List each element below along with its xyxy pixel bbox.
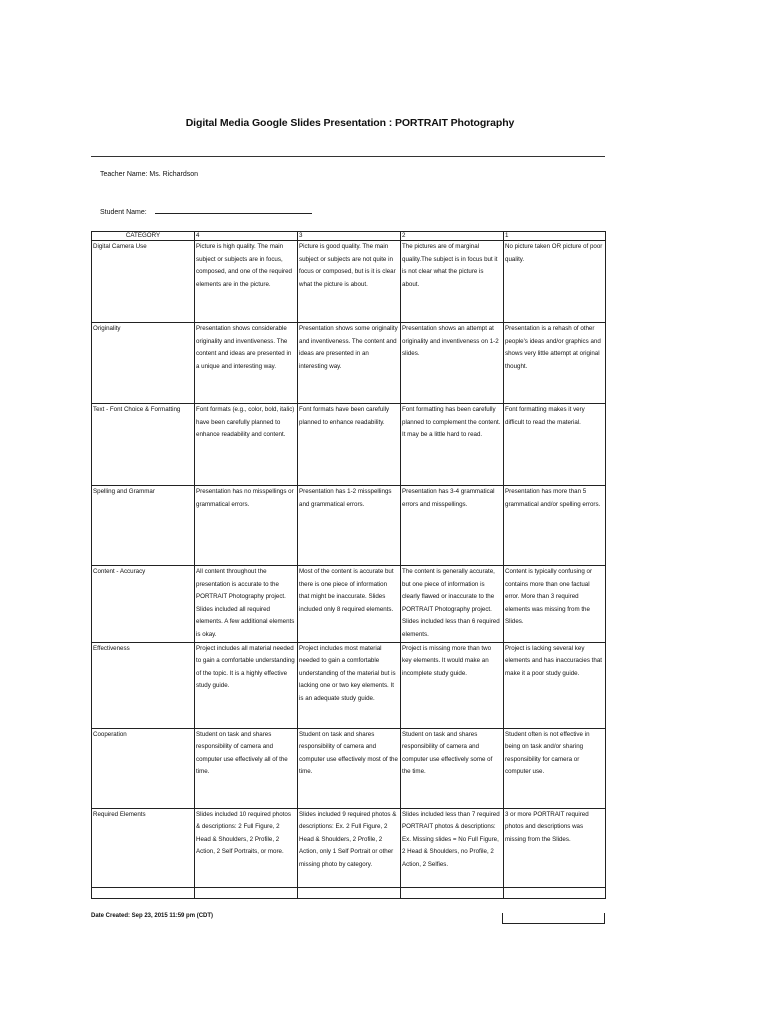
- criteria-cell: Slides included 10 required photos & descriptions: 2 Full Figure, 2 Head & Shoulders, 2 Profile, 2 Action, 2 Self Portraits, or more.: [195, 808, 298, 887]
- empty-trailing-cell: [502, 913, 605, 924]
- rubric-table: [91, 231, 606, 899]
- empty-cell: [504, 887, 606, 898]
- date-created: Date Created: Sep 23, 2015 11:59 pm (CDT): [91, 913, 214, 919]
- table-row: [92, 642, 606, 728]
- category-cell: Text - Font Choice & Formatting: [92, 404, 195, 486]
- criteria-cell: The pictures are of marginal quality.The subject is in focus but it is not clear what the picture is about.: [401, 241, 504, 323]
- category-cell: Originality: [92, 323, 195, 404]
- criteria-cell: Student on task and shares responsibility of camera and computer use effectively some of the time.: [401, 728, 504, 808]
- criteria-cell: All content throughout the presentation is accurate to the PORTRAIT Photography project. Slides included all required elements. A few additional elements is okay.: [195, 566, 298, 643]
- criteria-cell: Presentation shows some originality and inventiveness. The content and ideas are presented in an interesting way.: [298, 323, 401, 404]
- criteria-cell: Picture is good quality. The main subject or subjects are not quite in focus or composed, but is it is clear what the picture is about.: [298, 241, 401, 323]
- table-row: [92, 566, 606, 643]
- criteria-cell: Font formatting has been carefully planned to complement the content. It may be a little hard to read.: [401, 404, 504, 486]
- teacher-name: Teacher Name: Ms. Richardson: [100, 171, 199, 178]
- student-name-blank: [155, 207, 312, 214]
- table-row: [92, 808, 606, 887]
- criteria-cell: Picture is high quality. The main subject or subjects are in focus, composed, and one of the required elements are in the picture.: [195, 241, 298, 323]
- criteria-cell: Font formats have been carefully planned to enhance readability.: [298, 404, 401, 486]
- criteria-cell: Project includes most material needed to gain a comfortable understanding of the material but is lacking one or two key elements. It is an adequate study guide.: [298, 642, 401, 728]
- criteria-cell: 3 or more PORTRAIT required photos and descriptions was missing from the Slides.: [504, 808, 606, 887]
- title-divider: [91, 156, 605, 157]
- table-row: [92, 404, 606, 486]
- criteria-cell: Presentation has 3-4 grammatical errors and misspellings.: [401, 486, 504, 566]
- criteria-cell: Presentation shows considerable originality and inventiveness. The content and ideas are presented in a unique and interesting way.: [195, 323, 298, 404]
- criteria-cell: Project is missing more than two key elements. It would make an incomplete study guide.: [401, 642, 504, 728]
- criteria-cell: Project is lacking several key elements and has inaccuracies that make it a poor study guide.: [504, 642, 606, 728]
- category-cell: Required Elements: [92, 808, 195, 887]
- table-row: [92, 728, 606, 808]
- empty-row: [92, 887, 606, 898]
- category-cell: Digital Camera Use: [92, 241, 195, 323]
- criteria-cell: Font formatting makes it very difficult to read the material.: [504, 404, 606, 486]
- empty-cell: [401, 887, 504, 898]
- criteria-cell: Student on task and shares responsibility of camera and computer use effectively all of the time.: [195, 728, 298, 808]
- category-cell: Cooperation: [92, 728, 195, 808]
- criteria-cell: Student on task and shares responsibility of camera and computer use effectively most of the time.: [298, 728, 401, 808]
- criteria-cell: No picture taken OR picture of poor quality.: [504, 241, 606, 323]
- table-row: [92, 323, 606, 404]
- category-cell: Spelling and Grammar: [92, 486, 195, 566]
- category-cell: Effectiveness: [92, 642, 195, 728]
- rubric-header-row: [92, 232, 606, 241]
- criteria-cell: Presentation shows an attempt at originality and inventiveness on 1-2 slides.: [401, 323, 504, 404]
- criteria-cell: Most of the content is accurate but there is one piece of information that might be inaccurate. Slides included only 8 required elements.: [298, 566, 401, 643]
- criteria-cell: Presentation has 1-2 misspellings and grammatical errors.: [298, 486, 401, 566]
- empty-cell: [92, 887, 195, 898]
- criteria-cell: Presentation is a rehash of other people's ideas and/or graphics and shows very little attempt at original thought.: [504, 323, 606, 404]
- header-score-4: 4: [195, 232, 298, 241]
- criteria-cell: Student often is not effective in being on task and/or sharing responsibility for camera or computer use.: [504, 728, 606, 808]
- criteria-cell: Presentation has more than 5 grammatical and/or spelling errors.: [504, 486, 606, 566]
- student-name-line: [100, 207, 312, 216]
- criteria-cell: Content is typically confusing or contains more than one factual error. More than 3 required elements was missing from the Slides.: [504, 566, 606, 643]
- criteria-cell: Presentation has no misspellings or grammatical errors.: [195, 486, 298, 566]
- header-score-3: 3: [298, 232, 401, 241]
- empty-cell: [298, 887, 401, 898]
- student-name-label: Student Name:: [100, 209, 147, 216]
- criteria-cell: Slides included 9 required photos & descriptions: Ex. 2 Full Figure, 2 Head & Shoulders, 2 Profile, 2 Action, only 1 Self Portrait or other missing photo by category.: [298, 808, 401, 887]
- header-score-2: 2: [401, 232, 504, 241]
- document-title: Digital Media Google Slides Presentation : PORTRAIT Photography: [185, 117, 515, 129]
- table-row: [92, 241, 606, 323]
- criteria-cell: Slides included less than 7 required PORTRAIT photos & descriptions: Ex. Missing slides = No Full Figure, 2 Head & Shoulders, no Profile, 2 Action, 2 Selfies.: [401, 808, 504, 887]
- category-cell: Content - Accuracy: [92, 566, 195, 643]
- table-row: [92, 486, 606, 566]
- criteria-cell: Project includes all material needed to gain a comfortable understanding of the topic. It is a highly effective study guide.: [195, 642, 298, 728]
- header-score-1: 1: [504, 232, 606, 241]
- empty-cell: [195, 887, 298, 898]
- header-category: CATEGORY: [92, 232, 195, 241]
- criteria-cell: The content is generally accurate, but one piece of information is clearly flawed or inaccurate to the PORTRAIT Photography project. Slides included less than 6 required elements.: [401, 566, 504, 643]
- criteria-cell: Font formats (e.g., color, bold, italic) have been carefully planned to enhance readability and content.: [195, 404, 298, 486]
